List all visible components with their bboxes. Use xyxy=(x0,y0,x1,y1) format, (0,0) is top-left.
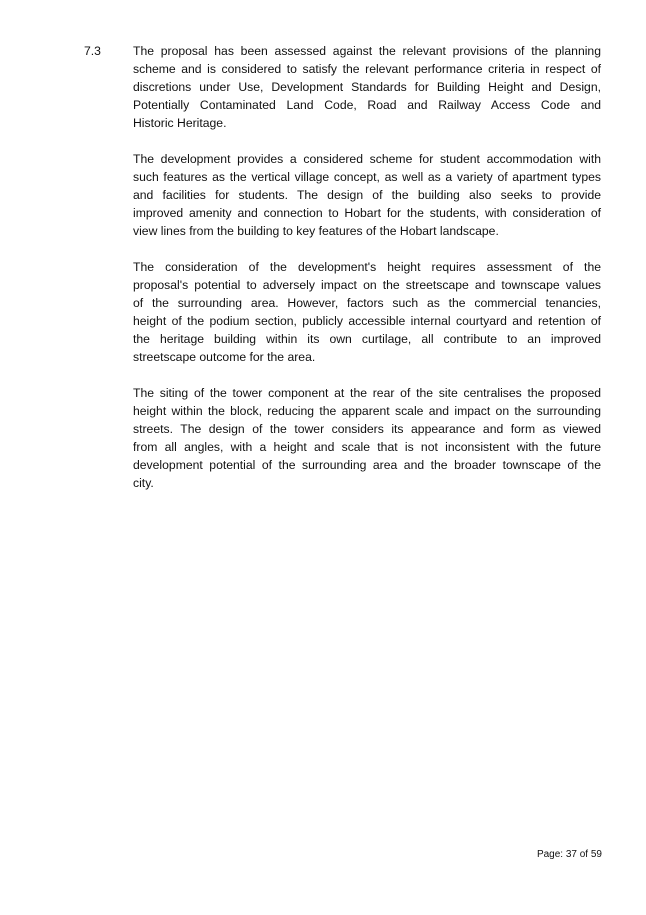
paragraph-line: development potential of the surrounding area and the broader townscape of the xyxy=(133,458,601,472)
paragraph-line: scheme and is considered to satisfy the relevant performance criteria in respect of xyxy=(133,62,601,76)
paragraph-line: The consideration of the development's height requires assessment of the xyxy=(133,260,601,274)
paragraph-assessment xyxy=(133,42,601,132)
paragraph-line: discretions under Use, Development Standards for Building Height and Design, xyxy=(133,80,601,94)
page-number: Page: 37 of 59 xyxy=(536,849,602,860)
section-number: 7.3 xyxy=(84,44,101,58)
paragraph-line: The development provides a considered scheme for student accommodation with xyxy=(133,152,601,166)
paragraph-line: Potentially Contaminated Land Code, Road and Railway Access Code and xyxy=(133,98,601,112)
paragraph-development xyxy=(133,150,601,240)
paragraph-line: of the surrounding area. However, factors such as the commercial tenancies, xyxy=(133,296,601,310)
paragraph-line: city. xyxy=(133,476,154,490)
paragraph-line: from all angles, with a height and scale that is not inconsistent with the future xyxy=(133,440,601,454)
paragraph-line: height of the podium section, publicly accessible internal courtyard and retention of xyxy=(133,314,601,328)
paragraph-line: The siting of the tower component at the rear of the site centralises the proposed xyxy=(133,386,601,400)
paragraph-line: streetscape outcome for the area. xyxy=(133,350,316,364)
paragraph-tower-siting xyxy=(133,384,601,492)
paragraph-height xyxy=(133,258,601,366)
paragraph-line: and facilities for students. The design of the building also seeks to provide xyxy=(133,188,601,202)
paragraph-line: streets. The design of the tower considers its appearance and form as viewed xyxy=(133,422,601,436)
paragraph-line: Historic Heritage. xyxy=(133,116,227,130)
paragraph-line: The proposal has been assessed against the relevant provisions of the planning xyxy=(133,44,601,58)
paragraph-line: view lines from the building to key features of the Hobart landscape. xyxy=(133,224,499,238)
paragraph-line: improved amenity and connection to Hobart for the students, with consideration of xyxy=(133,206,601,220)
section-body xyxy=(133,42,601,510)
paragraph-line: the heritage building within its own curtilage, all contribute to an improved xyxy=(133,332,601,346)
paragraph-line: such features as the vertical village concept, as well as a variety of apartment types xyxy=(133,170,601,184)
paragraph-line: proposal's potential to adversely impact on the streetscape and townscape values xyxy=(133,278,601,292)
paragraph-line: height within the block, reducing the apparent scale and impact on the surrounding xyxy=(133,404,601,418)
